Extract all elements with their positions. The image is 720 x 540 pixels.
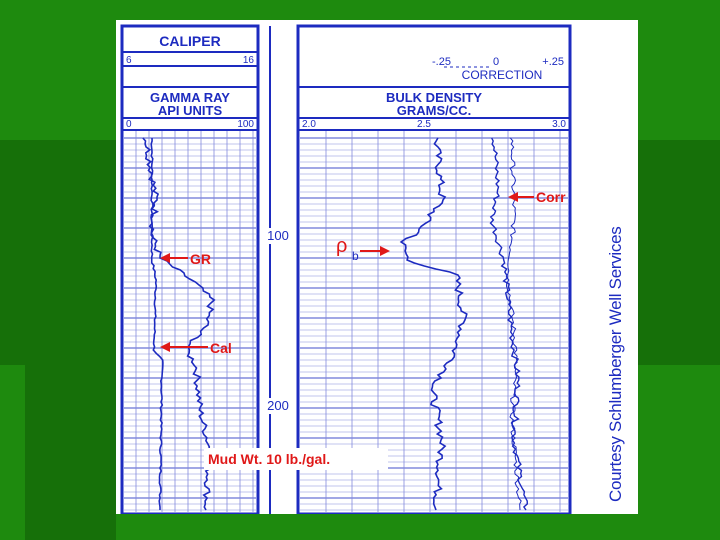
gamma-title-line2: API UNITS [157,103,223,118]
caliper-title: CALIPER [159,33,221,49]
mud-weight-label: Mud Wt. 10 lb./gal. [208,451,331,467]
depth-label-200: 200 [267,398,289,413]
gamma-max-label: 100 [237,119,254,130]
corr-arrowhead [508,192,518,202]
caliper-min-label: 6 [126,55,132,66]
credit-text: Courtesy Schlumberger Well Services [606,226,625,502]
gr-arrowhead [160,253,170,263]
background-stripe-bottom [25,365,116,540]
gr-label: GR [190,251,211,267]
correction-title: CORRECTION [461,68,543,82]
rho-arrowhead [380,246,390,256]
background-stripe-right [638,140,720,365]
density-mid-label: 2.5 [417,119,431,130]
depth-label-100: 100 [267,228,289,243]
cal-arrowhead [160,342,170,352]
background-stripe-top [0,140,116,365]
correction-max-label: +.25 [542,56,564,68]
log-header [126,33,566,130]
correction-mid-label: 0 [492,56,500,68]
rho-subscript: b [352,249,359,263]
corr-label: Corr [536,189,566,205]
log-annotations [160,189,566,470]
well-log-image [116,20,638,514]
rho-symbol: ρ [336,235,348,257]
cal-label: Cal [210,340,232,356]
gamma-min-label: 0 [126,119,132,130]
gamma-title-line1: GAMMA RAY [150,90,230,105]
correction-min-label: -.25 [432,56,451,68]
well-log-panel [116,20,638,514]
caliper-max-label: 16 [242,55,254,66]
density-min-label: 2.0 [302,119,316,130]
density-max-label: 3.0 [552,119,566,130]
density-title-line2: GRAMS/CC. [396,103,472,118]
density-title-line1: BULK DENSITY [385,90,483,105]
